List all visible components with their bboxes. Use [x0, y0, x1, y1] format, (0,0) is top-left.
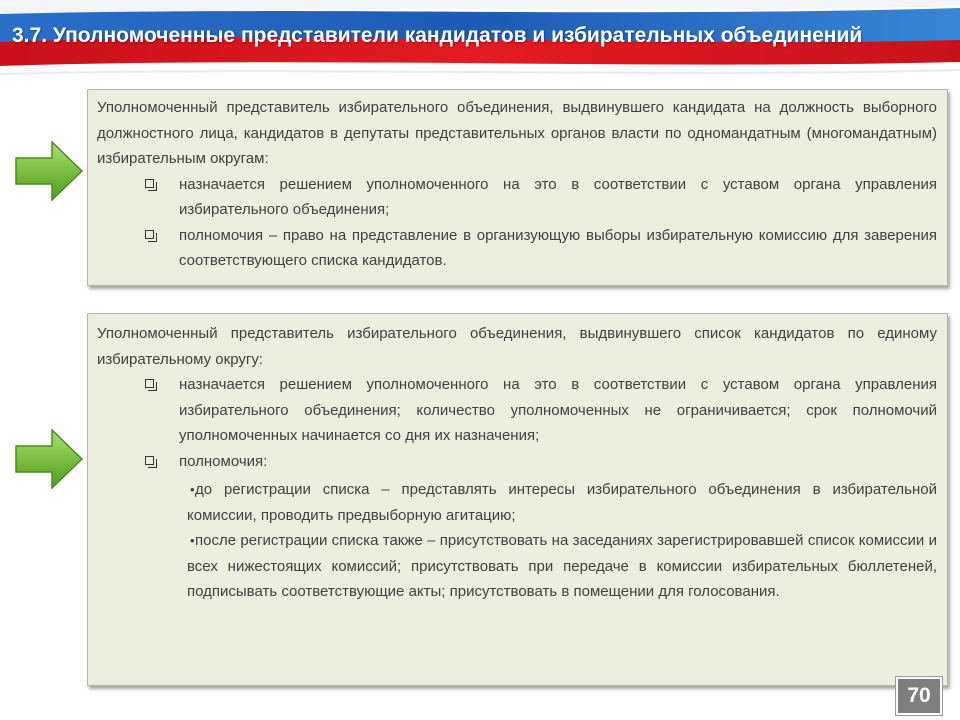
bullet-dot-icon: •: [190, 533, 195, 548]
bullet-dot-icon: •: [190, 482, 195, 497]
checkbox-bullet-icon: [145, 230, 154, 239]
list-item: [97, 223, 937, 274]
list-item-text: полномочия:: [179, 452, 268, 470]
list-item: [97, 372, 937, 449]
page-number: 70: [896, 677, 942, 715]
arrow-right-icon: [14, 140, 84, 202]
info-box-party-list: [87, 313, 948, 686]
list-item-text: назначается решением уполномоченного на это в соответствии с уставом органа управления избирательного объединения; количество уполномоченных не ограничивается; срок полномочий уполномоченных начинается со дня их назначения;: [179, 376, 937, 444]
arrow-right-icon: [14, 428, 84, 490]
list-item: [97, 172, 937, 223]
list-item: [97, 449, 937, 475]
sub-list-item: [97, 477, 937, 528]
list-item-text: полномочия – право на представление в организующую выборы избирательную комиссию для заверения соответствующего списка кандидатов.: [179, 226, 937, 269]
sub-list-item-text: до регистрации списка – представлять интересы избирательного объединения в избирательной комиссии, проводить предвыборную агитацию;: [187, 481, 937, 524]
checkbox-bullet-icon: [145, 456, 154, 465]
intro-text: Уполномоченный представитель избирательного объединения, выдвинувшего список кандидатов по единому избирательному округу:: [97, 325, 937, 368]
info-box-single-mandate: [87, 89, 948, 286]
sub-list-item-text: после регистрации списка также – присутствовать на заседаниях зарегистрировавшей список комиссии и всех нижестоящих комиссий; присутствовать при передаче в комиссии избирательных бюллетеней, подписывать соответствующие акты; присутствовать в помещении для голосования.: [187, 532, 937, 600]
flag-banner: [0, 0, 960, 76]
sub-list-item: [97, 528, 937, 605]
checkbox-bullet-icon: [145, 379, 154, 388]
list-item-text: назначается решением уполномоченного на это в соответствии с уставом органа управления избирательного объединения;: [179, 175, 937, 218]
checkbox-bullet-icon: [145, 179, 154, 188]
intro-text: Уполномоченный представитель избирательного объединения, выдвинувшего кандидата на должность выборного должностного лица, кандидатов в депутаты представительных органов власти по одномандатным (многомандатным) избирательным округам:: [97, 99, 937, 167]
page-title: 3.7. Уполномоченные представители кандидатов и избирательных объединений: [12, 24, 863, 47]
